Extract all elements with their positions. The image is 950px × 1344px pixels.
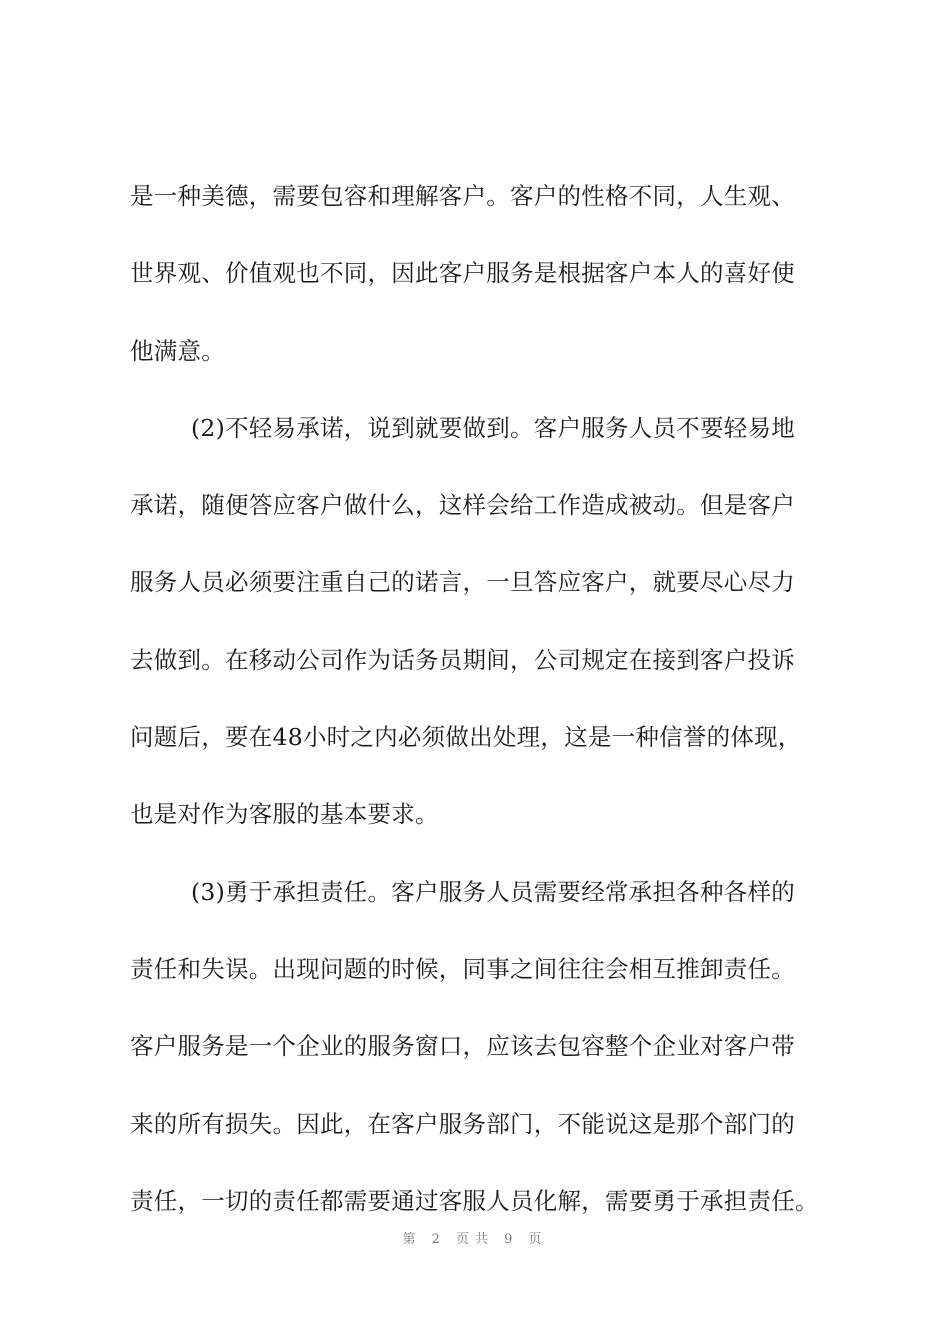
text-line: 问题后，要在48小时之内必须做出处理，这是一种信誉的体现， — [130, 723, 802, 752]
text-line: 客户服务是一个企业的服务窗口，应该去包容整个企业对客户带 — [130, 1032, 795, 1061]
text-line: 责任和失误。出现问题的时候，同事之间往往会相互推卸责任。 — [130, 954, 795, 983]
paragraph-start-line: (2)不轻易承诺，说到就要做到。客户服务人员不要轻易地 — [191, 413, 796, 442]
page-number-footer: 第 2 页共 9 页 — [402, 1232, 548, 1247]
text-line: 承诺，随便答应客户做什么，这样会给工作造成被动。但是客户 — [130, 491, 795, 520]
text-line: 是一种美德，需要包容和理解客户。客户的性格不同，人生观、 — [130, 182, 795, 210]
text-line: 责任，一切的责任都需要通过客服人员化解，需要勇于承担责任。 — [130, 1186, 819, 1215]
body-text — [130, 166, 842, 1248]
text-line: 服务人员必须要注重自己的诺言，一旦答应客户，就要尽心尽力 — [130, 568, 795, 597]
text-line: 去做到。在移动公司作为话务员期间，公司规定在接到客户投诉 — [130, 645, 795, 674]
text-line: 世界观、价值观也不同，因此客户服务是根据客户本人的喜好使 — [130, 259, 795, 288]
text-line: 他满意。 — [130, 336, 225, 365]
text-line: 来的所有损失。因此，在客户服务部门，不能说这是那个部门的 — [130, 1109, 795, 1138]
paragraph-start-line: (3)勇于承担责任。客户服务人员需要经常承担各种各样的 — [191, 877, 796, 906]
text-line: 也是对作为客服的基本要求。 — [130, 800, 439, 829]
